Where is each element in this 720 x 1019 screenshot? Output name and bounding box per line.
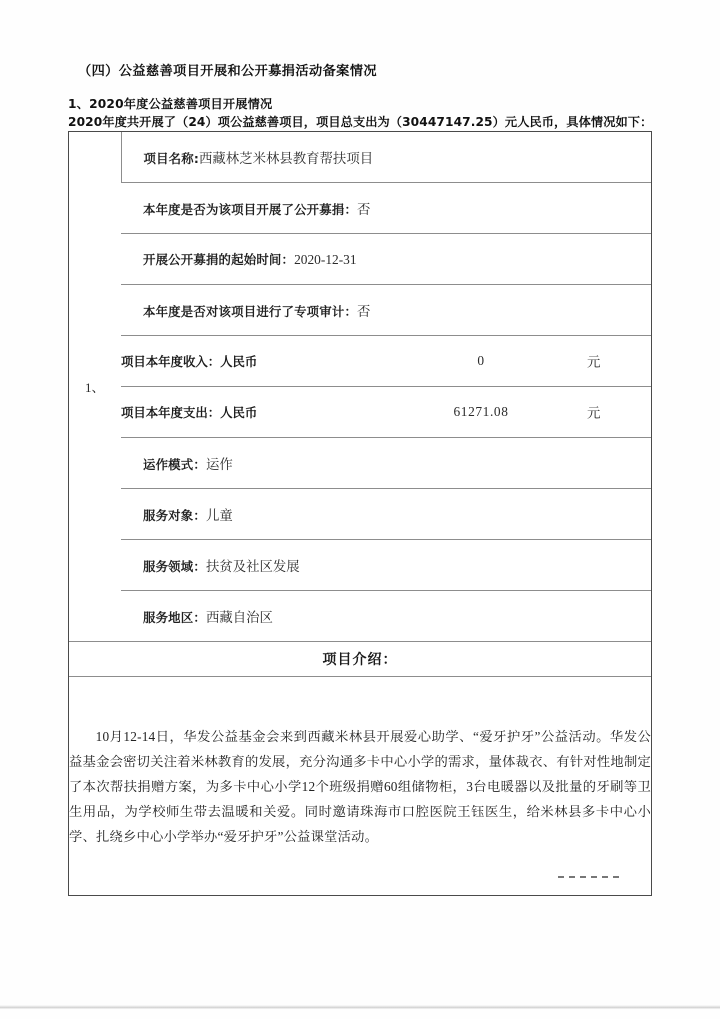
page-title: （四）公益慈善项目开展和公开募捐活动备案情况: [78, 64, 377, 79]
field-cell-service-region: [121, 591, 651, 642]
table-row: [69, 183, 651, 234]
row-index-cell: [69, 132, 121, 642]
expense-unit: 元: [587, 405, 601, 421]
field-value: 否: [357, 303, 371, 319]
field-label: 本年度是否对该项目进行了专项审计：: [143, 303, 358, 319]
row-index-label: 1、: [84, 380, 105, 395]
field-label: 服务领域：: [143, 558, 206, 574]
field-label: 项目本年度支出：人民币: [121, 404, 258, 420]
table-row: [69, 489, 651, 540]
field-label: 运作模式：: [143, 456, 206, 472]
field-cell-service-target: [121, 489, 651, 540]
field-value: 扶贫及社区发展: [205, 558, 300, 574]
field-label: 项目本年度收入：人民币: [121, 353, 258, 369]
subsection-title: 1、2020年度公益慈善项目开展情况: [68, 97, 273, 111]
table-row: [69, 336, 651, 387]
field-cell-annual-expense: [121, 387, 651, 438]
field-label: 本年度是否为该项目开展了公开募捐：: [143, 201, 358, 217]
table-row: [69, 677, 651, 896]
field-label: 开展公开募捐的起始时间：: [143, 252, 295, 267]
field-value: 2020-12-31: [294, 252, 357, 267]
field-label: 服务对象：: [143, 507, 206, 523]
field-cell-operation-mode: [121, 438, 651, 489]
field-value: 否: [357, 201, 371, 217]
field-cell-annual-income: [121, 336, 651, 387]
field-value: 运作: [205, 456, 233, 472]
income-unit: 元: [587, 354, 601, 370]
field-cell-fundraising-start-date: [121, 234, 651, 285]
project-intro-text: 10月12-14日，华发公益基金会来到西藏米林县开展爱心助学、“爱牙护牙”公益活动。华发公益基金会密切关注着米林教育的发展，充分沟通多卡中心小学的需求，量体裁衣、有针对性地制定了本次帮扶捐赠方案，为多卡中心小学12个班级捐赠60组储物柜，3台电暖器以及批量的牙刷等卫生用品，为学校师生带去温暖和关爱。同时邀请珠海市口腔医院王钰医生，给米林县多卡中心小学、扎绕乡中心小学举办“爱牙护牙”公益课堂活动。: [69, 728, 651, 844]
field-cell-special-audit: [121, 285, 651, 336]
table-row: [69, 234, 651, 285]
field-cell-service-field: [121, 540, 651, 591]
field-label: 服务地区：: [143, 609, 206, 625]
table-row: [69, 591, 651, 642]
field-cell-project-name: [121, 132, 651, 183]
income-amount: 0: [477, 353, 485, 368]
expense-amount: 61271.08: [453, 404, 509, 419]
table-row: [69, 285, 651, 336]
field-cell-public-fundraising: [121, 183, 651, 234]
field-label: 项目名称:: [143, 150, 200, 166]
project-table: [68, 131, 652, 896]
scan-artifact-dash: [558, 876, 620, 878]
field-value: 西藏林芝米林县教育帮扶项目: [199, 150, 374, 166]
project-intro-body-cell: [69, 677, 651, 896]
table-row: [69, 387, 651, 438]
field-value: 西藏自治区: [205, 609, 273, 625]
table-row: [69, 642, 651, 677]
table-row: [69, 438, 651, 489]
field-value: 儿童: [205, 507, 233, 523]
summary-statement: 2020年度共开展了（24）项公益慈善项目，项目总支出为（30447147.25）元人民币，具体情况如下：: [68, 115, 653, 129]
scan-artifact-edge: [0, 1005, 720, 1009]
table-row: [69, 540, 651, 591]
table-row: [69, 132, 651, 183]
project-intro-header: 项目介绍：: [69, 642, 651, 677]
